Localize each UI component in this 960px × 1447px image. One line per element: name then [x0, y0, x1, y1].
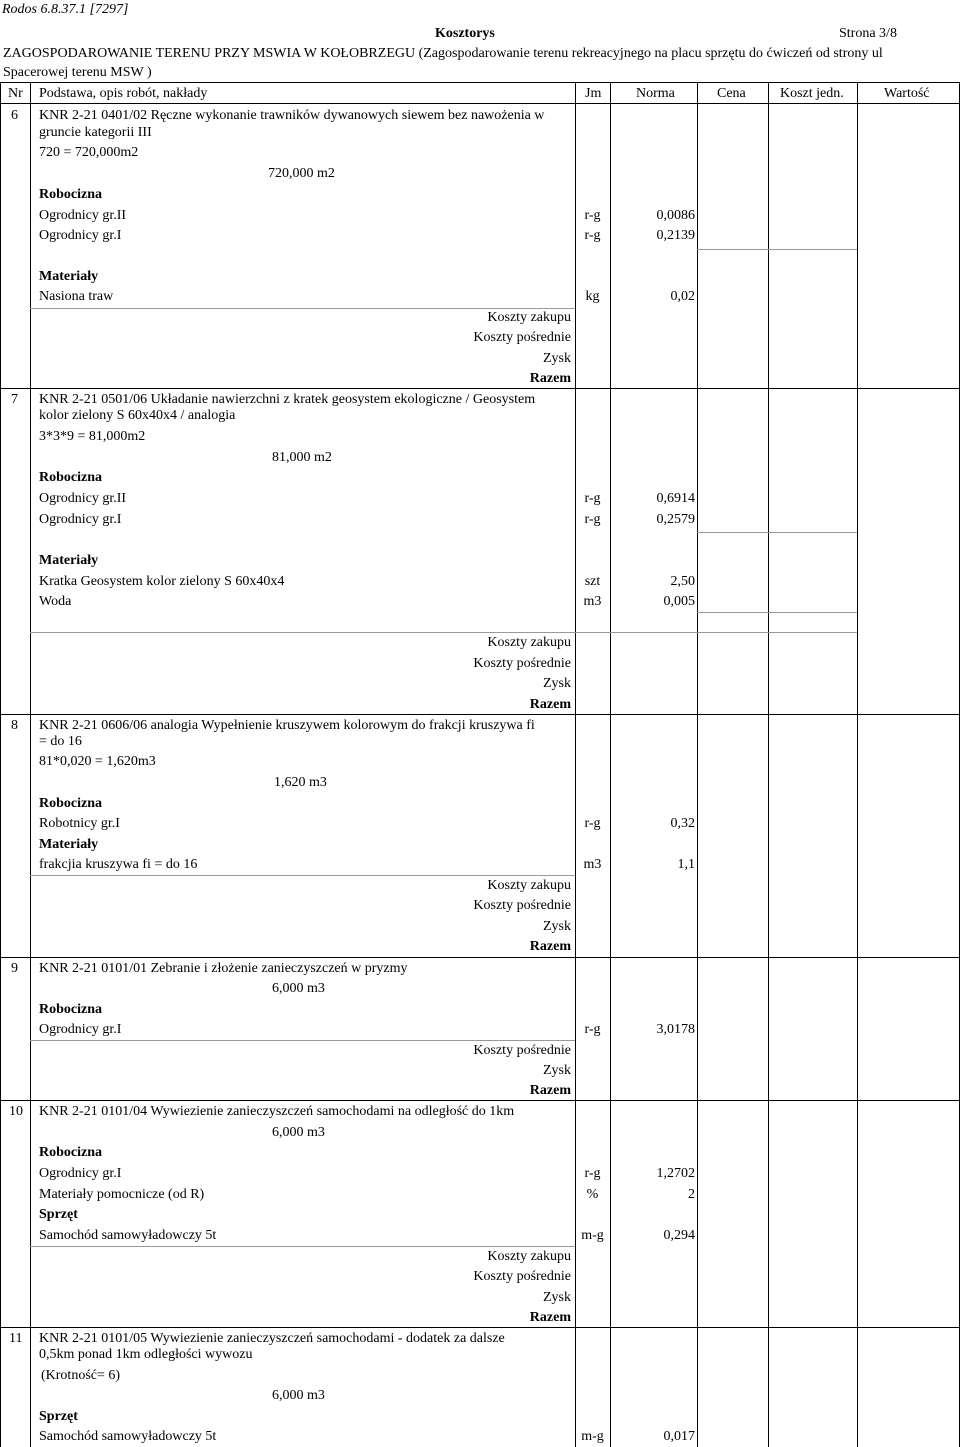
col-nr: Nr [8, 86, 23, 101]
resource-name: Ogrodnicy gr.I [39, 512, 122, 527]
quantity-calc: 720 = 720,000m2 [39, 145, 139, 160]
item-description: gruncie kategorii III [39, 125, 152, 140]
grid-line [697, 82, 698, 1447]
summary-rule [30, 1246, 575, 1247]
summary-razem: Razem [529, 371, 571, 386]
resource-name: Samochód samowyładowczy 5t [39, 1429, 217, 1444]
resource-norma: 0,2139 [656, 228, 695, 243]
resource-unit: r-g [584, 228, 601, 243]
item-separator [0, 1100, 960, 1101]
multiplier: (Krotność= 6) [41, 1368, 121, 1383]
quantity: 720,000 m2 [268, 166, 335, 181]
summary-rule [30, 1040, 575, 1041]
project-title-line2: Spacerowej terenu MSW ) [3, 65, 152, 80]
item-description: KNR 2-21 0501/06 Układanie nawierzchni z kratek geosystem ekologiczne / Geosystem [39, 392, 536, 407]
resource-norma: 0,017 [663, 1429, 695, 1444]
item-description: KNR 2-21 0101/01 Zebranie i złożenie zanieczyszczeń w pryzmy [39, 961, 408, 976]
subtotal-rule [697, 612, 857, 613]
header-bottom-rule [0, 103, 960, 104]
section-robocizna: Robocizna [39, 187, 102, 202]
item-description: kolor zielony S 60x40x4 / analogia [39, 408, 236, 423]
item-number: 11 [9, 1331, 23, 1346]
resource-name: Robotnicy gr.I [39, 816, 120, 831]
summary-koszty-zakupu: Koszty zakupu [487, 310, 571, 325]
summary-razem: Razem [529, 1083, 571, 1098]
grid-line [30, 82, 31, 1447]
resource-unit: r-g [584, 208, 601, 223]
quantity: 6,000 m3 [272, 1388, 325, 1403]
resource-unit: r-g [584, 491, 601, 506]
header-top-rule [0, 82, 960, 83]
project-title-line1: ZAGOSPODAROWANIE TERENU PRZY MSWIA W KOŁOBRZEGU (Zagospodarowanie terenu rekreacyjnego na placu sprzętu do ćwiczeń od strony ul [3, 46, 883, 61]
col-koszt-jedn: Koszt jedn. [780, 86, 844, 101]
item-number: 10 [9, 1104, 23, 1119]
item-number: 8 [11, 718, 18, 733]
resource-name: frakcjia kruszywa fi = do 16 [39, 857, 198, 872]
resource-unit: szt [584, 574, 601, 589]
summary-zysk: Zysk [543, 676, 571, 691]
resource-unit: m-g [581, 1228, 604, 1243]
resource-name: Kratka Geosystem kolor zielony S 60x40x4 [39, 574, 285, 589]
resource-norma: 0,005 [663, 594, 695, 609]
item-description: = do 16 [39, 734, 82, 749]
item-separator [0, 714, 960, 715]
resource-unit: m3 [583, 594, 602, 609]
item-number: 9 [11, 961, 18, 976]
item-description: KNR 2-21 0606/06 analogia Wypełnienie kruszywem kolorowym do frakcji kruszywa fi [39, 718, 535, 733]
resource-unit: r-g [584, 512, 601, 527]
summary-koszty-zakupu: Koszty zakupu [487, 635, 571, 650]
resource-name: Nasiona traw [39, 289, 114, 304]
resource-name: Woda [39, 594, 72, 609]
app-version: Rodos 6.8.37.1 [7297] [2, 2, 129, 17]
resource-unit: r-g [584, 1022, 601, 1037]
section-robocizna: Robocizna [39, 1145, 102, 1160]
summary-zysk: Zysk [543, 351, 571, 366]
summary-zysk: Zysk [543, 919, 571, 934]
section-robocizna: Robocizna [39, 796, 102, 811]
section-robocizna: Robocizna [39, 470, 102, 485]
summary-zysk: Zysk [543, 1290, 571, 1305]
item-description: KNR 2-21 0401/02 Ręczne wykonanie trawników dywanowych siewem bez nawożenia w [39, 108, 545, 123]
subtotal-rule [697, 532, 857, 533]
resource-norma: 0,294 [663, 1228, 695, 1243]
resource-name: Ogrodnicy gr.I [39, 1022, 122, 1037]
resource-name: Ogrodnicy gr.I [39, 228, 122, 243]
resource-norma: 1,1 [677, 857, 695, 872]
item-description: KNR 2-21 0101/04 Wywiezienie zanieczyszczeń samochodami na odległość do 1km [39, 1104, 515, 1119]
col-jm: Jm [585, 86, 602, 101]
summary-rule [30, 308, 575, 309]
resource-norma: 0,0086 [656, 208, 695, 223]
quantity: 6,000 m3 [272, 1125, 325, 1140]
grid-line [768, 82, 769, 1447]
resource-norma: 0,2579 [656, 512, 695, 527]
summary-koszty-zakupu: Koszty zakupu [487, 878, 571, 893]
grid-line [610, 82, 611, 1447]
resource-norma: 2 [688, 1187, 695, 1202]
resource-name: Materiały pomocnicze (od R) [39, 1187, 205, 1202]
quantity-calc: 3*3*9 = 81,000m2 [39, 429, 146, 444]
section-materialy: Materiały [39, 837, 99, 852]
page-number: Strona 3/8 [839, 26, 897, 41]
resource-name: Ogrodnicy gr.II [39, 491, 127, 506]
resource-norma: 3,0178 [656, 1022, 695, 1037]
col-desc: Podstawa, opis robót, nakłady [39, 86, 208, 101]
summary-koszty-posrednie: Koszty pośrednie [473, 656, 571, 671]
grid-line [857, 82, 858, 1447]
document-title: Kosztorys [435, 26, 495, 41]
resource-name: Ogrodnicy gr.II [39, 208, 127, 223]
resource-unit: % [586, 1187, 599, 1202]
resource-norma: 0,32 [670, 816, 695, 831]
summary-razem: Razem [529, 1310, 571, 1325]
quantity: 6,000 m3 [272, 981, 325, 996]
col-norma: Norma [636, 86, 675, 101]
grid-line [0, 82, 1, 1447]
summary-koszty-posrednie: Koszty pośrednie [473, 1269, 571, 1284]
resource-unit: r-g [584, 816, 601, 831]
resource-unit: r-g [584, 1166, 601, 1181]
resource-name: Samochód samowyładowczy 5t [39, 1228, 217, 1243]
quantity: 1,620 m3 [274, 775, 327, 790]
item-separator [0, 1327, 960, 1328]
resource-norma: 2,50 [670, 574, 695, 589]
col-cena: Cena [717, 86, 746, 101]
summary-koszty-posrednie: Koszty pośrednie [473, 1043, 571, 1058]
resource-unit: kg [585, 289, 600, 304]
summary-koszty-posrednie: Koszty pośrednie [473, 330, 571, 345]
summary-rule [30, 632, 857, 633]
summary-razem: Razem [529, 697, 571, 712]
subtotal-rule [697, 249, 857, 250]
resource-norma: 1,2702 [656, 1166, 695, 1181]
section-materialy: Materiały [39, 269, 99, 284]
section-sprzet: Sprzęt [39, 1409, 78, 1424]
resource-unit: m3 [583, 857, 602, 872]
quantity: 81,000 m2 [272, 450, 332, 465]
summary-rule [30, 875, 575, 876]
section-robocizna: Robocizna [39, 1002, 102, 1017]
item-separator [0, 957, 960, 958]
quantity-calc: 81*0,020 = 1,620m3 [39, 754, 156, 769]
item-number: 7 [11, 392, 18, 407]
item-description: KNR 2-21 0101/05 Wywiezienie zanieczyszczeń samochodami - dodatek za dalsze [39, 1331, 505, 1346]
resource-name: Ogrodnicy gr.I [39, 1166, 122, 1181]
summary-koszty-posrednie: Koszty pośrednie [473, 898, 571, 913]
col-wartosc: Wartość [884, 86, 930, 101]
summary-zysk: Zysk [543, 1063, 571, 1078]
item-number: 6 [11, 108, 18, 123]
item-separator [0, 388, 960, 389]
resource-norma: 0,6914 [656, 491, 695, 506]
summary-koszty-zakupu: Koszty zakupu [487, 1249, 571, 1264]
resource-unit: m-g [581, 1429, 604, 1444]
resource-norma: 0,02 [670, 289, 695, 304]
summary-razem: Razem [529, 939, 571, 954]
item-description: 0,5km ponad 1km odległości wywozu [39, 1347, 253, 1362]
section-materialy: Materiały [39, 553, 99, 568]
section-sprzet: Sprzęt [39, 1207, 78, 1222]
